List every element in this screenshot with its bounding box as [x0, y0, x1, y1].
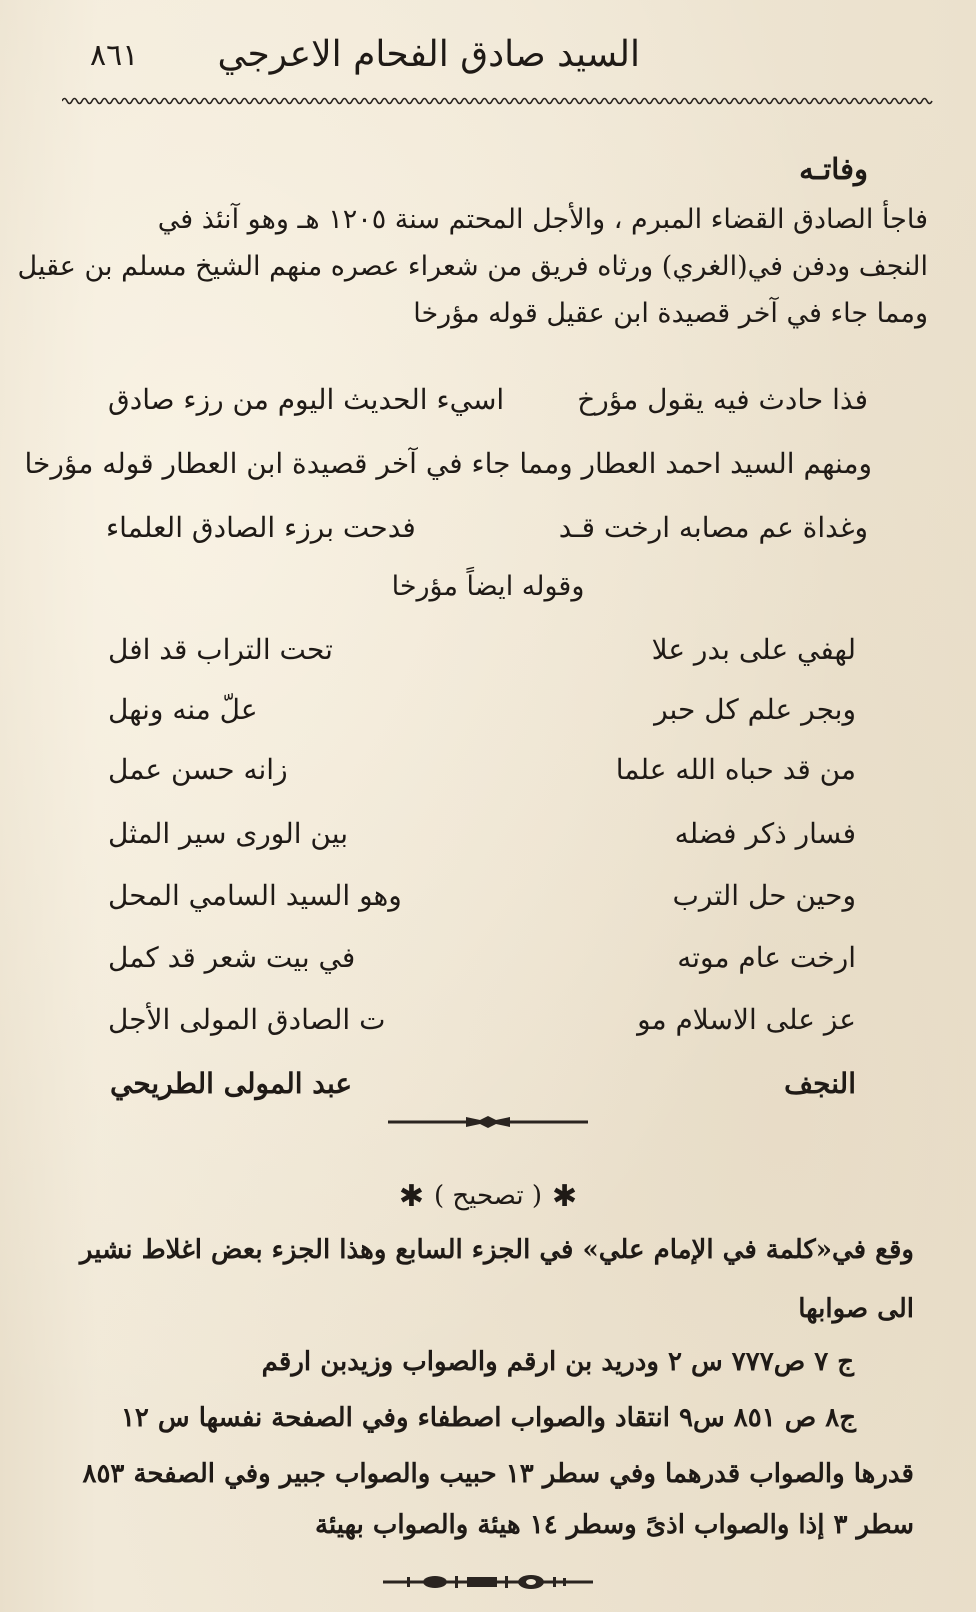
asterisk-ornament-icon: ✱	[398, 1179, 424, 1214]
death-paragraph	[17, 196, 928, 337]
running-title: السيد صادق الفحام الاعرجي	[217, 34, 640, 75]
ornament-divider-icon	[0, 1114, 976, 1130]
ornament-end-divider-icon	[0, 1573, 976, 1591]
poem-hemistich-left: تحت التراب قد افل	[108, 633, 333, 666]
poem-hemistich-left: علّ منه ونهل	[108, 693, 258, 726]
corrections-title: ✱( تصحيح )✱	[0, 1176, 976, 1217]
poem-hemistich-right: وحين حل الترب	[672, 879, 856, 912]
section-heading: وفاتـه	[799, 152, 868, 186]
running-head	[60, 32, 930, 82]
poem-hemistich-right: لهفي على بدر علا	[651, 633, 856, 666]
poem-hemistich-left: بين الورى سير المثل	[108, 817, 348, 850]
verse-hemistich-right: فذا حادث فيه يقول مؤرخ	[577, 383, 868, 416]
poem-hemistich-left: وهو السيد السامي المحل	[108, 879, 402, 912]
page-number: ٨٦١	[90, 38, 139, 73]
poem-hemistich-right: ارخت عام موته	[677, 941, 856, 974]
verse-hemistich-left: فدحت برزء الصادق العلماء	[106, 511, 416, 544]
wavy-rule-divider	[62, 95, 934, 107]
also-intro-line: وقوله ايضاً مؤرخا	[391, 571, 585, 602]
paragraph-line: ومما جاء في آخر قصيدة ابن عقيل قوله مؤرخا	[413, 298, 928, 329]
verse-hemistich-right: وغداة عم مصابه ارخت قـد	[558, 511, 868, 544]
corrections-title-text: تصحيح	[452, 1181, 524, 1211]
correction-entry: ج ٧ ص٧٧٧ س ٢ ودريد بن ارقم والصواب وزيدبن ارقم	[261, 1347, 854, 1377]
poem-hemistich-right: من قد حباه الله علما	[615, 753, 856, 786]
signature-author: عبد المولى الطريحي	[110, 1067, 353, 1100]
paragraph-line: النجف ودفن في(الغري) ورثاه فريق من شعراء عصره منهم الشيخ مسلم بن عقيل	[17, 251, 928, 282]
corrections-intro-line: وقع في«كلمة في الإمام علي» في الجزء السابع وهذا الجزء بعض اغلاط نشير	[79, 1235, 914, 1265]
attar-intro-line: ومنهم السيد احمد العطار ومما جاء في آخر قصيدة ابن العطار قوله مؤرخا	[24, 447, 872, 480]
corrections-intro-line: الى صوابها	[798, 1294, 914, 1324]
asterisk-ornament-icon: ✱	[552, 1179, 578, 1214]
poem-hemistich-right: عز على الاسلام مو	[637, 1003, 856, 1036]
verse-hemistich-left: اسيء الحديث اليوم من رزء صادق	[108, 383, 505, 416]
poem-hemistich-left: ت الصادق المولى الأجل	[108, 1003, 386, 1036]
poem-hemistich-right: وبجر علم كل حبر	[654, 693, 856, 726]
poem-hemistich-left: في بيت شعر قد كمل	[108, 941, 356, 974]
correction-entry: ج٨ ص ٨٥١ س٩ انتقاد والصواب اصطفاء وفي الصفحة نفسها س ١٢	[120, 1403, 856, 1433]
signature-place: النجف	[784, 1067, 856, 1100]
poem-hemistich-right: فسار ذكر فضله	[674, 817, 856, 850]
correction-entry: قدرها والصواب قدرهما وفي سطر ١٣ حبيب والصواب جبير وفي الصفحة ٨٥٣	[82, 1459, 914, 1489]
poem-hemistich-left: زانه حسن عمل	[108, 753, 288, 786]
correction-entry: سطر ٣ إذا والصواب اذىً وسطر ١٤ هيئة والصواب بهيئة	[315, 1510, 914, 1540]
paragraph-line: فاجأ الصادق القضاء المبرم ، والأجل المحتم سنة ١٢٠٥ هـ وهو آنئذ في	[157, 204, 928, 235]
